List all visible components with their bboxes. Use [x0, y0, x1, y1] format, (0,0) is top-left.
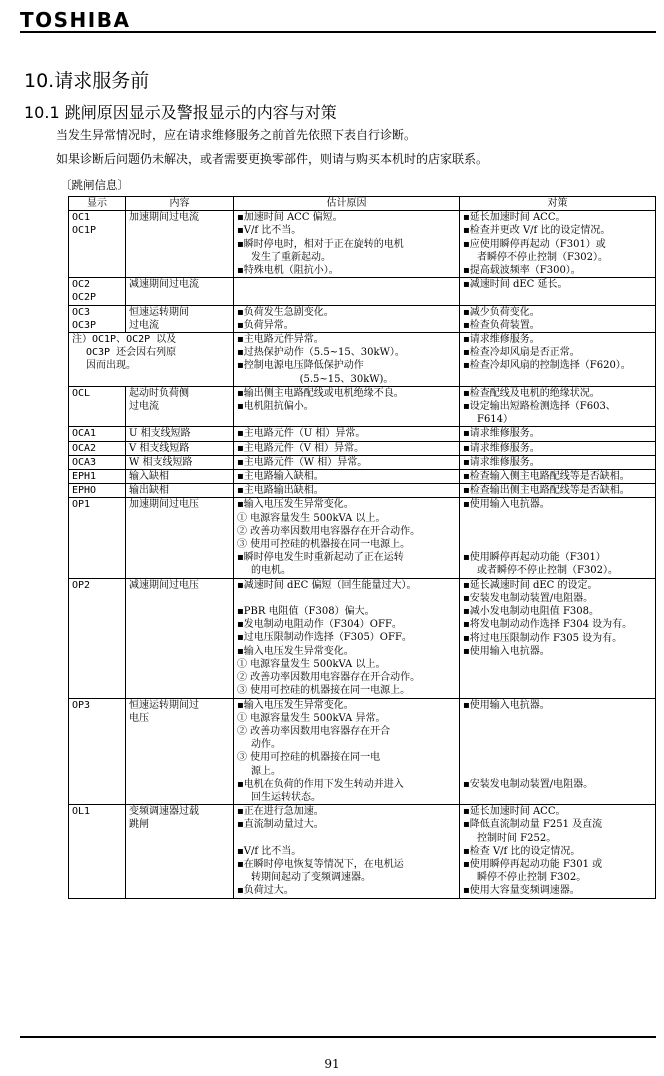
cell-remedies: [460, 698, 656, 805]
cell-line: OP3: [72, 699, 91, 711]
cell-line: OCA3: [72, 456, 97, 468]
cell-line: ▪将发电制动动作选择 F304 设为有。: [463, 619, 633, 631]
cell-remedies: [460, 455, 656, 469]
cell-line: ▪提高载波频率（F300）。: [463, 265, 581, 277]
trip-info-table: [68, 196, 656, 899]
table-row: [69, 278, 656, 305]
cell-display: [69, 698, 126, 805]
cell-line: ▪主电路元件（U 相）异常。: [237, 428, 366, 440]
cell-line: ▪特殊电机（阻抗小）。: [237, 265, 339, 277]
cell-line: 减速期间过电流: [129, 279, 199, 291]
cell-line: 控制时间 F252。: [477, 832, 557, 844]
cell-line: ▪降低直流制动量 F251 及直流: [463, 819, 603, 831]
table-row: [69, 211, 656, 278]
cell-line: ▪V/f 比不当。: [237, 225, 302, 237]
cell-content: [126, 498, 234, 578]
cell-line: ▪检查输出侧主电路配线等是否缺相。: [463, 485, 630, 497]
cell-display: [69, 278, 126, 305]
cell-content: [126, 427, 234, 441]
table-row: [69, 441, 656, 455]
cell-display: [69, 211, 126, 278]
cell-line: [463, 751, 652, 764]
cell-line: 变频调速器过载: [129, 806, 199, 818]
cell-causes: [234, 305, 460, 332]
cell-causes: [234, 211, 460, 278]
cell-content: [126, 278, 234, 305]
cell-causes: [234, 455, 460, 469]
table-row: [69, 455, 656, 469]
cell-line: W 相支线短路: [129, 456, 193, 468]
cell-line: ▪主电路元件（W 相）异常。: [237, 456, 368, 468]
cell-line: ③ 使用可控硅的机器接在同一电: [237, 752, 381, 764]
header-content: 内容: [126, 197, 234, 211]
cell-line: OC3P 还会因右列原: [86, 347, 177, 359]
cell-line: OCA1: [72, 428, 97, 440]
cell-line: OC2: [72, 279, 91, 291]
cell-line: ▪主电路输入缺相。: [237, 471, 324, 483]
cell-line: ▪请求维修服务。: [463, 334, 540, 346]
cell-content: [126, 698, 234, 805]
header-display: 显示: [69, 197, 126, 211]
section-title: 10.1 跳闸原因显示及警报显示的内容与对策: [24, 103, 337, 122]
cell-line: [463, 512, 652, 525]
table-row: [69, 498, 656, 578]
cell-line: ▪电机阻抗偏小。: [237, 401, 314, 413]
cell-display: [69, 427, 126, 441]
cell-line: [463, 725, 652, 738]
cell-line: OP2: [72, 579, 91, 591]
cell-line: ▪减速时间 dEC 偏短（回生能量过大）。: [237, 579, 417, 591]
intro-line-2: 如果诊断后问题仍未解决，或者需要更换零部件，则请与购买本机时的店家联系。: [56, 152, 489, 166]
cell-line: ▪请求维修服务。: [463, 428, 540, 440]
cell-line: ▪延长减速时间 dEC 的设定。: [463, 579, 598, 591]
cell-line: EPHO: [72, 485, 97, 497]
cell-line: ▪在瞬时停电恢复等情况下，在电机运: [237, 858, 404, 870]
cell-content: [126, 305, 234, 332]
cell-line: 回生运转状态。: [251, 791, 321, 803]
cell-remedies: [460, 427, 656, 441]
cell-line: ▪减速时间 dEC 延长。: [463, 279, 568, 291]
cell-line: ▪负荷异常。: [237, 319, 294, 331]
cell-line: ▪使用瞬停再起动功能（F301）: [463, 552, 606, 564]
cell-content: [126, 211, 234, 278]
cell-line: ② 改善功率因数用电容器存在开合动作。: [237, 672, 421, 684]
cell-remedies: [460, 805, 656, 898]
cell-line: 过电流: [129, 319, 159, 331]
cell-display: [69, 441, 126, 455]
cell-line: ▪检查 V/f 比的设定情况。: [463, 845, 581, 857]
table-caption: 〔跳闸信息〕: [60, 178, 129, 192]
table-row: [69, 386, 656, 427]
cell-line: ▪检查并更改 V/f 比的设定情况。: [463, 225, 611, 237]
cell-line: ▪检查输入侧主电路配线等是否缺相。: [463, 471, 630, 483]
cell-causes: [234, 698, 460, 805]
cell-causes: [234, 805, 460, 898]
chapter-title: 10.请求服务前: [24, 70, 150, 92]
cell-line: ▪负荷过大。: [237, 885, 294, 897]
table-row: [69, 427, 656, 441]
cell-line: ▪瞬时停电时，相对于正在旋转的电机: [237, 238, 404, 250]
cell-causes: [234, 441, 460, 455]
cell-line: ▪输入电压发生异常变化。: [237, 645, 354, 657]
cell-line: ▪输出侧主电路配线或电机绝缘不良。: [237, 387, 404, 399]
cell-display: [69, 470, 126, 484]
cell-line: ▪检查负荷装置。: [463, 319, 540, 331]
table-row: [69, 333, 656, 387]
cell-line: ▪设定输出短路检测选择（F603、: [463, 401, 616, 413]
cell-line: ▪正在进行急加速。: [237, 806, 324, 818]
cell-line: ▪负荷发生急剧变化。: [237, 306, 334, 318]
cell-line: OC1: [72, 212, 91, 224]
cell-line: ▪使用输入电抗器。: [463, 645, 550, 657]
cell-line: ▪使用大容量变频调速器。: [463, 885, 580, 897]
cell-line: [463, 712, 652, 725]
header-rule: [20, 31, 656, 33]
table-header-row: [69, 197, 656, 211]
cell-causes: [234, 333, 460, 387]
cell-line: 或者瞬停不停止控制（F302）。: [477, 565, 619, 577]
cell-line: 恒速运转期间: [129, 306, 189, 318]
cell-line: ▪应使用瞬停再起动（F301）或: [463, 238, 606, 250]
cell-line: 加速期间过电压: [129, 499, 199, 511]
cell-line: 输出缺相: [129, 485, 169, 497]
cell-line: 减速期间过电压: [129, 579, 199, 591]
cell-line: [463, 738, 652, 751]
cell-line: ① 电源容量发生 500kVA 异常。: [237, 712, 386, 724]
cell-line: 的电机。: [251, 565, 291, 577]
cell-line: 过电流: [129, 401, 159, 413]
intro-line-1: 当发生异常情况时，应在请求维修服务之前首先依照下表自行诊断。: [56, 128, 417, 142]
cell-line: 注）OC1P、OC2P 以及: [72, 334, 177, 346]
cell-line: OL1: [72, 806, 91, 818]
cell-remedies: [460, 484, 656, 498]
cell-display: [69, 305, 126, 332]
cell-remedies: [460, 578, 656, 698]
cell-display: [69, 386, 126, 427]
cell-line: [463, 525, 652, 538]
cell-line: ▪检查冷却风扇是否正常。: [463, 347, 580, 359]
cell-line: ③ 使用可控硅的机器接在同一电源上。: [237, 685, 411, 697]
cell-line: ▪主电路元件（V 相）异常。: [237, 442, 365, 454]
cell-causes: [234, 484, 460, 498]
cell-line: 转期间起动了变频调速器。: [251, 872, 371, 884]
table-row: [69, 698, 656, 805]
cell-causes: [234, 427, 460, 441]
cell-remedies: [460, 333, 656, 387]
cell-line: ▪延长加速时间 ACC。: [463, 212, 566, 224]
cell-line: 动作。: [251, 739, 281, 751]
cell-line: EPH1: [72, 471, 97, 483]
cell-content: [126, 484, 234, 498]
cell-line: 源上。: [251, 765, 281, 777]
cell-line: 瞬停不停止控制 F302。: [477, 872, 587, 884]
cell-line: ▪电机在负荷的作用下发生转动并进入: [237, 778, 404, 790]
cell-content: [126, 455, 234, 469]
cell-line: ▪过热保护动作（5.5~15、30kW）。: [237, 347, 405, 359]
cell-line: ▪控制电源电压降低保护动作: [237, 360, 364, 372]
cell-line: ▪直流制动量过大。: [237, 819, 324, 831]
cell-line: ▪使用输入电抗器。: [463, 699, 550, 711]
cell-line: [463, 538, 652, 551]
cell-line: ② 改善功率因数用电容器存在开合动作。: [237, 525, 421, 537]
cell-remedies: [460, 441, 656, 455]
cell-remedies: [460, 386, 656, 427]
table-row: [69, 470, 656, 484]
cell-content: [126, 386, 234, 427]
cell-line: ▪使用输入电抗器。: [463, 499, 550, 511]
cell-line: ▪瞬时停电发生时重新起动了正在运转: [237, 552, 404, 564]
cell-line: ▪发电制动电阻动作（F304）OFF。: [237, 619, 402, 631]
cell-line: ▪请求维修服务。: [463, 456, 540, 468]
cell-causes: [234, 498, 460, 578]
cell-display: [69, 805, 126, 898]
cell-line: ▪减少负荷变化。: [463, 306, 540, 318]
cell-line: ▪安装发电制动装置/电阻器。: [463, 778, 594, 790]
cell-line: ▪主电路元件异常。: [237, 334, 324, 346]
cell-causes: [234, 578, 460, 698]
cell-line: ① 电源容量发生 500kVA 以上。: [237, 658, 386, 670]
cell-line: ▪加速时间 ACC 偏短。: [237, 212, 343, 224]
cell-line: ▪检查配线及电机的绝缘状况。: [463, 387, 600, 399]
table-row: [69, 578, 656, 698]
cell-line: ▪延长加速时间 ACC。: [463, 806, 566, 818]
cell-line: ▪检查冷却风扇的控制选择（F620）。: [463, 360, 631, 372]
cell-line: 输入缺相: [129, 471, 169, 483]
cell-display: [69, 484, 126, 498]
cell-line: OP1: [72, 499, 91, 511]
cell-content: [126, 470, 234, 484]
cell-display: [69, 455, 126, 469]
cell-line: ▪主电路输出缺相。: [237, 485, 324, 497]
cell-line: [237, 592, 456, 605]
table-row: [69, 484, 656, 498]
cell-line: ▪安装发电制动装置/电阻器。: [463, 592, 594, 604]
cell-note: [69, 333, 234, 387]
brand-logo: TOSHIBA: [20, 8, 131, 32]
page-number: 91: [324, 1057, 340, 1071]
cell-display: [69, 498, 126, 578]
cell-line: ▪输入电压发生异常变化。: [237, 699, 354, 711]
cell-line: OC3: [72, 306, 91, 318]
cell-line: 者瞬停不停止控制（F302）。: [477, 251, 609, 263]
cell-line: 电压: [129, 712, 149, 724]
header-remedies: 对策: [460, 197, 656, 211]
cell-line: 跳闸: [129, 819, 149, 831]
cell-line: OC2P: [72, 292, 97, 304]
cell-display: [69, 578, 126, 698]
cell-line: ▪将过电压限制动作 F305 设为有。: [463, 632, 623, 644]
cell-line: ▪V/f 比不当。: [237, 845, 302, 857]
cell-line: ▪PBR 电阻值（F308）偏大。: [237, 606, 375, 618]
cell-line: [237, 832, 456, 845]
cell-line: ▪请求维修服务。: [463, 442, 540, 454]
cell-line: ▪过电压限制动作选择（F305）OFF。: [237, 632, 412, 644]
cell-line: ▪输入电压发生异常变化。: [237, 499, 354, 511]
cell-remedies: [460, 498, 656, 578]
cell-remedies: [460, 305, 656, 332]
cell-line: 加速期间过电流: [129, 212, 199, 224]
table-row: [69, 305, 656, 332]
cell-remedies: [460, 211, 656, 278]
cell-line: (5.5~15、30kW)。: [299, 373, 394, 385]
cell-line: V 相支线短路: [129, 442, 190, 454]
cell-content: [126, 441, 234, 455]
cell-causes: [234, 386, 460, 427]
cell-remedies: [460, 470, 656, 484]
cell-line: ▪使用瞬停再起动功能 F301 或: [463, 858, 603, 870]
cell-line: OCL: [72, 387, 91, 399]
cell-line: ▪减小发电制动电阻值 F308。: [463, 606, 599, 618]
cell-causes: [234, 470, 460, 484]
cell-line: OC3P: [72, 319, 97, 331]
table-row: [69, 805, 656, 898]
cell-line: 因而出现。: [86, 360, 136, 372]
cell-line: 发生了重新起动。: [251, 251, 331, 263]
cell-causes: [234, 278, 460, 305]
cell-line: ③ 使用可控硅的机器接在同一电源上。: [237, 539, 411, 551]
cell-line: F614）: [477, 414, 514, 426]
header-causes: 估计原因: [234, 197, 460, 211]
footer-rule: [20, 1036, 656, 1038]
cell-line: ② 改善功率因数用电容器存在开合: [237, 725, 391, 737]
cell-line: [463, 764, 652, 777]
cell-line: OC1P: [72, 225, 97, 237]
cell-line: U 相支线短路: [129, 428, 191, 440]
cell-line: OCA2: [72, 442, 97, 454]
cell-remedies: [460, 278, 656, 305]
cell-content: [126, 805, 234, 898]
cell-content: [126, 578, 234, 698]
cell-line: 恒速运转期间过: [129, 699, 199, 711]
cell-line: 起动时负荷侧: [129, 387, 189, 399]
cell-line: ① 电源容量发生 500kVA 以上。: [237, 512, 386, 524]
